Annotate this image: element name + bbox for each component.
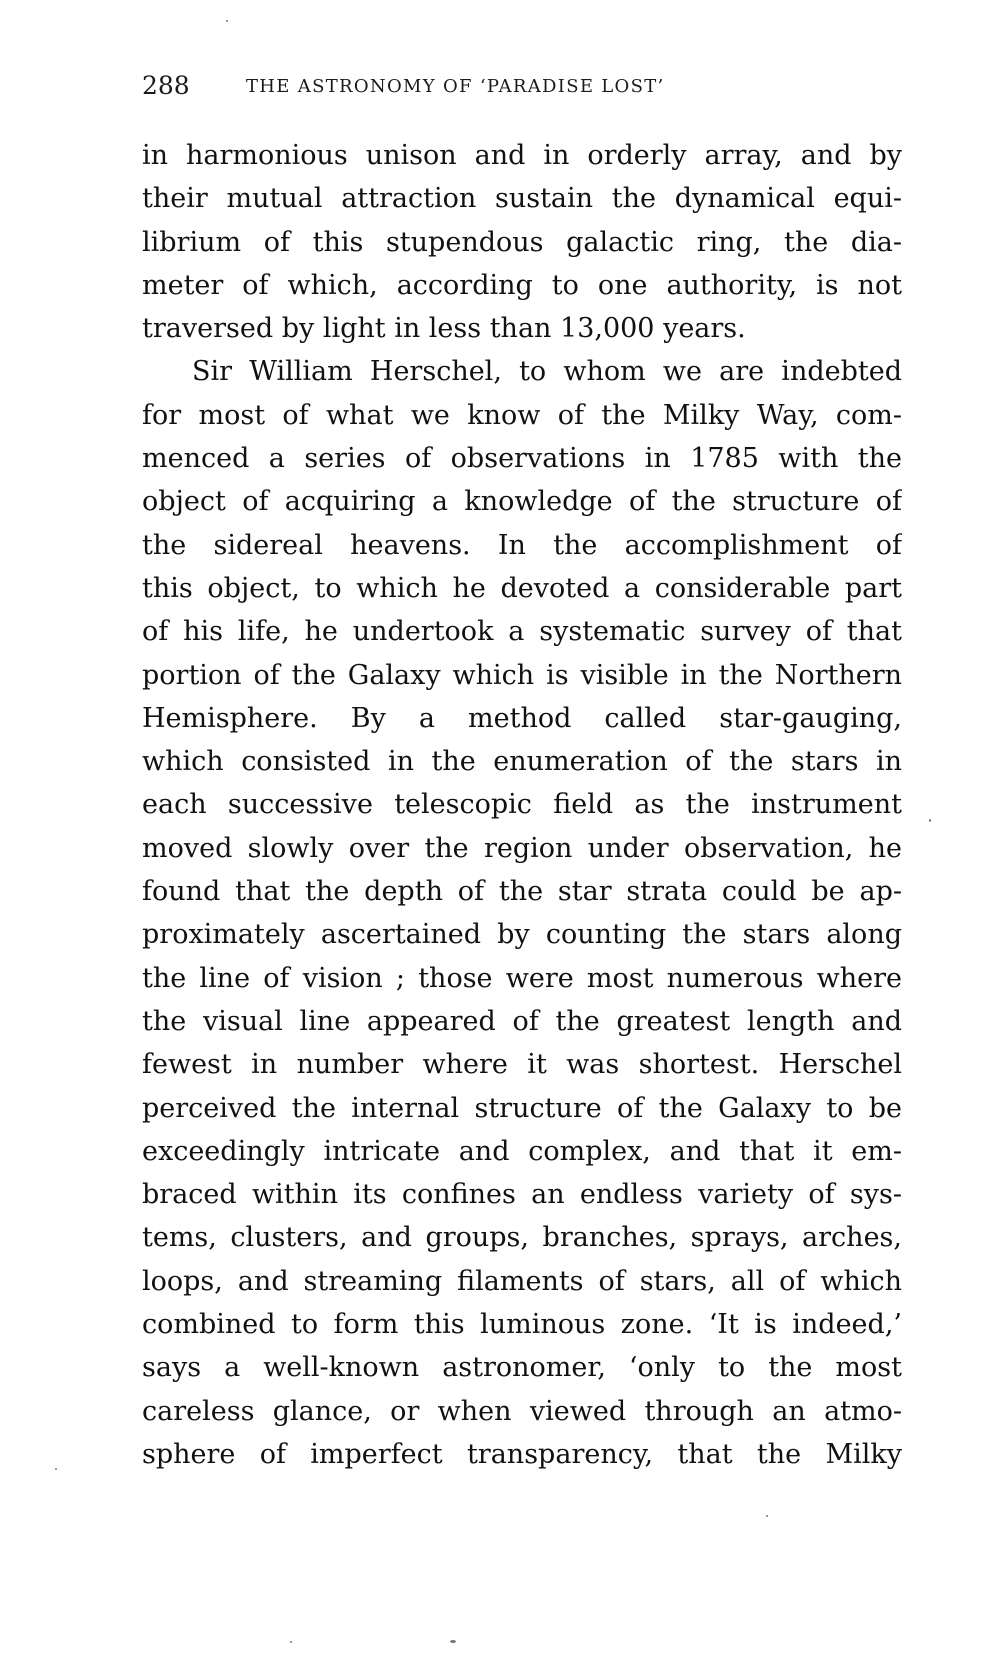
text-line: the visual line appeared of the greatest length and: [142, 1005, 902, 1037]
paragraph-1: [142, 134, 902, 350]
text-line: Hemisphere. By a method called star-gauging,: [142, 702, 902, 734]
text-line: menced a series of observations in 1785 with the: [142, 443, 902, 475]
text-line: braced within its confines an endless variety of sys-: [142, 1179, 902, 1211]
text-line: their mutual attraction sustain the dynamical equi-: [142, 183, 902, 215]
page-number: 288: [142, 71, 190, 100]
text-line: tems, clusters, and groups, branches, sprays, arches,: [142, 1222, 902, 1254]
text-line: sphere of imperfect transparency, that the Milky: [142, 1438, 902, 1470]
text-line: portion of the Galaxy which is visible in the Northern: [142, 659, 902, 691]
text-line: careless glance, or when viewed through an atmo-: [142, 1395, 902, 1427]
text-line: this object, to which he devoted a considerable part: [142, 572, 902, 604]
page-header: [142, 68, 902, 104]
text-line: fewest in number where it was shortest. Herschel: [142, 1049, 902, 1081]
paragraph-2: [142, 350, 902, 1476]
scan-speck: [226, 20, 228, 22]
scan-speck: [55, 1468, 57, 1470]
text-line: proximately ascertained by counting the stars along: [142, 919, 902, 951]
scan-speck: [766, 1515, 768, 1517]
text-line: the line of vision ; those were most numerous where: [142, 962, 902, 994]
text-line: object of acquiring a knowledge of the structure of: [142, 486, 902, 518]
text-line: loops, and streaming filaments of stars, all of which: [142, 1265, 902, 1297]
text-line: perceived the internal structure of the Galaxy to be: [142, 1092, 902, 1124]
text-line: librium of this stupendous galactic ring, the dia-: [142, 226, 902, 258]
body-text: [142, 134, 902, 1476]
text-line: moved slowly over the region under observation, he: [142, 832, 902, 864]
text-line: for most of what we know of the Milky Way, com-: [142, 399, 902, 431]
text-line: in harmonious unison and in orderly array, and by: [142, 140, 902, 171]
text-line: the sidereal heavens. In the accomplishment of: [142, 529, 902, 561]
scan-speck: [290, 1641, 292, 1643]
text-line: exceedingly intricate and complex, and that it em-: [142, 1135, 902, 1167]
text-line: each successive telescopic field as the instrument: [142, 789, 902, 821]
text-line: found that the depth of the star strata could be ap-: [142, 876, 902, 908]
text-line: traversed by light in less than 13,000 years.: [142, 313, 746, 345]
text-line: meter of which, according to one authority, is not: [142, 269, 902, 301]
text-line: of his life, he undertook a systematic survey of that: [142, 616, 902, 648]
text-line: which consisted in the enumeration of the stars in: [142, 746, 902, 778]
scan-speck: [929, 819, 931, 822]
text-line: combined to form this luminous zone. ‘It is indeed,’: [142, 1309, 902, 1341]
running-title: THE ASTRONOMY OF ‘PARADISE LOST’: [246, 76, 665, 97]
text-line: says a well-known astronomer, ‘only to the most: [142, 1352, 902, 1384]
text-line: Sir William Herschel, to whom we are indebted: [192, 356, 902, 388]
scan-speck: [450, 1640, 456, 1643]
